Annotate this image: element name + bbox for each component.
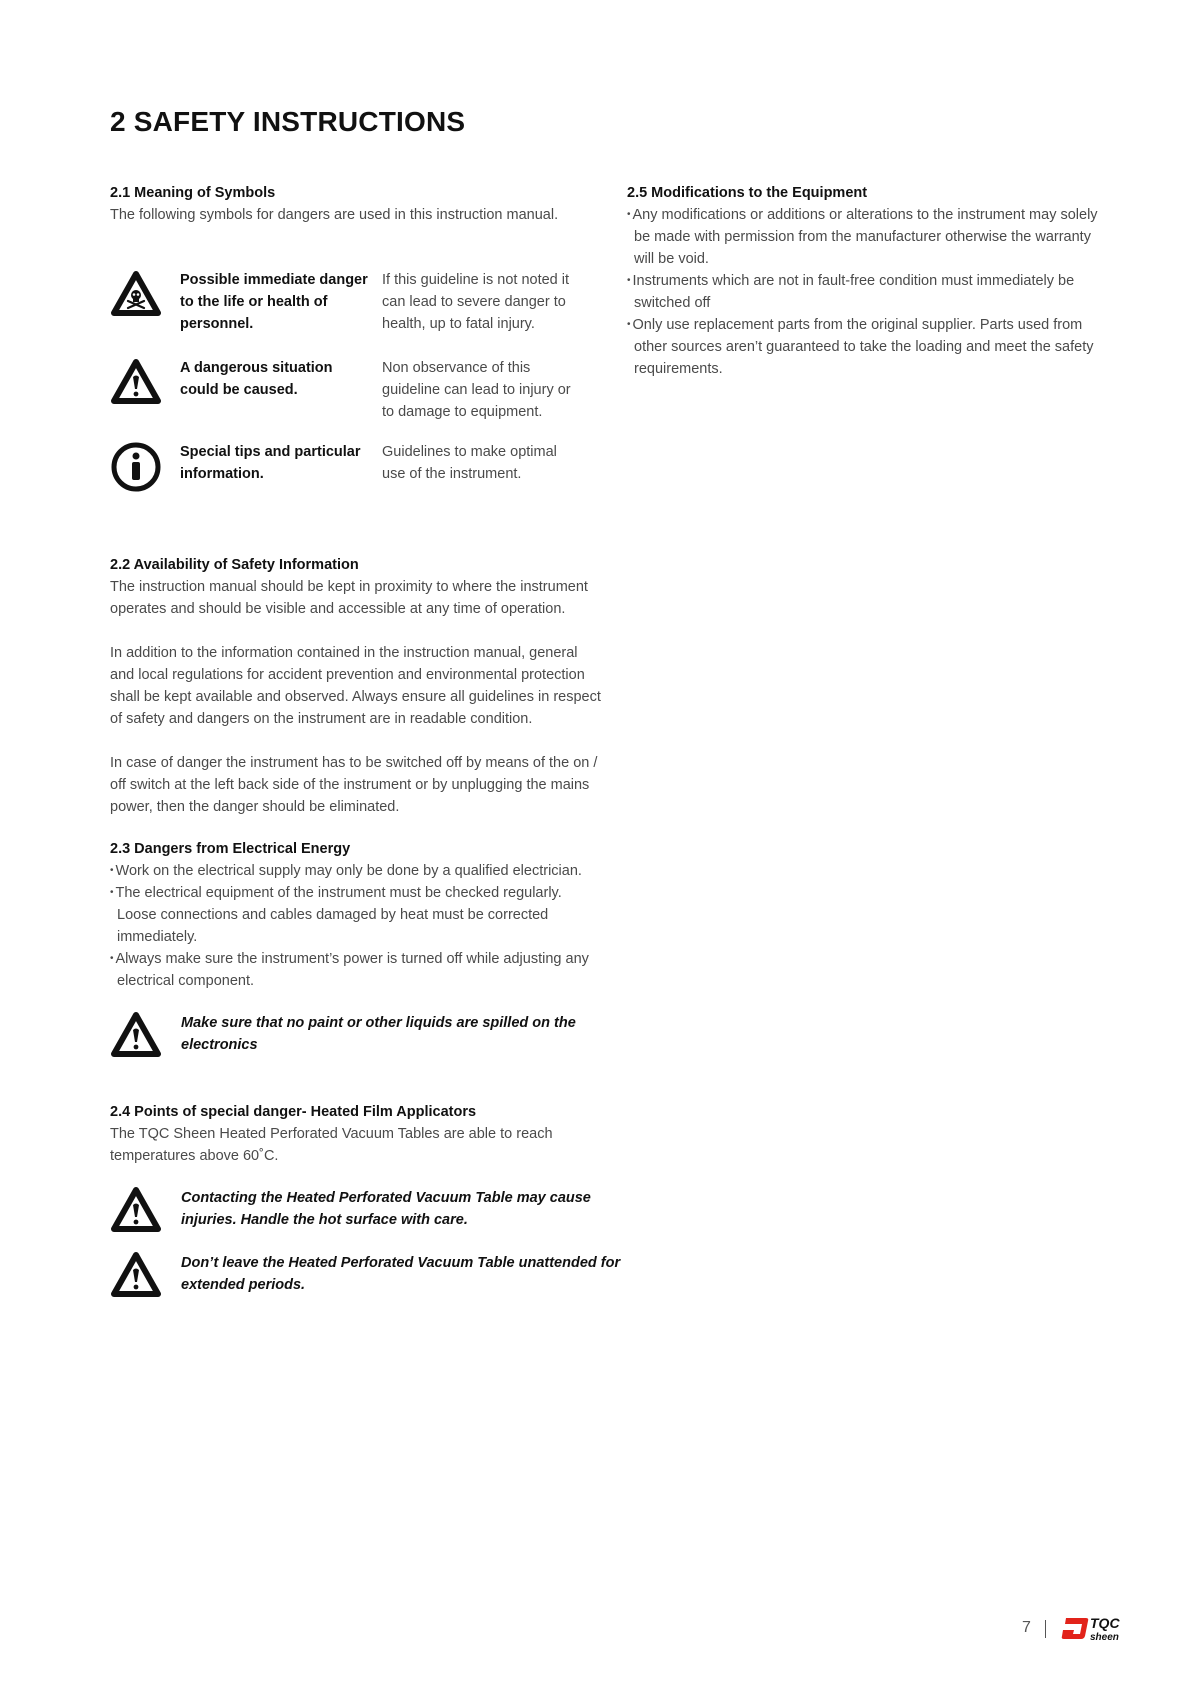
section-electrical-energy — [110, 838, 600, 992]
paragraph: The instruction manual should be kept in proximity to where the instrument operates and should be visible and accessible at any time of operation. — [110, 579, 588, 617]
warning-triangle-icon — [110, 357, 162, 409]
footer-divider — [1045, 1620, 1046, 1638]
bullet-item: • Always make sure the instrument’s power is turned off while adjusting any electrical component. — [110, 948, 600, 992]
page-number: 7 — [1022, 1619, 1031, 1636]
warning-text: Make sure that no paint or other liquids are spilled on the electronics — [181, 1015, 576, 1053]
info-icon — [110, 441, 162, 493]
symbol-label: A dangerous situation could be caused. — [180, 360, 333, 398]
page-title: 2 SAFETY INSTRUCTIONS — [110, 106, 466, 137]
section-heading: 2.2 Availability of Safety Information — [110, 557, 359, 573]
bullet-item: • Only use replacement parts from the original supplier. Parts used from other sources aren’t guaranteed to take the loading and meet the safety requirements. — [627, 314, 1107, 380]
svg-text:TQC: TQC — [1090, 1615, 1120, 1631]
skull-warning-icon — [110, 269, 162, 321]
paragraph: In addition to the information contained in the instruction manual, general and local regulations for accident prevention and environmental protection shall be kept available and observed. Always ensure all guidelines in respect of safety and dangers on the instrument are in readable condition. — [110, 645, 601, 727]
bullet-item: • Any modifications or additions or alterations to the instrument may solely be made with permission from the manufacturer otherwise the warranty will be void. — [627, 204, 1107, 270]
symbol-label: Possible immediate danger to the life or health of personnel. — [180, 272, 368, 332]
bullet-item: • Work on the electrical supply may only be done by a qualified electrician. — [110, 860, 600, 882]
bullet-item: • Instruments which are not in fault-free condition must immediately be switched off — [627, 270, 1107, 314]
paragraph: In case of danger the instrument has to be switched off by means of the on / off switch at the left back side of the instrument or by unplugging the mains power, then the danger should be eliminated. — [110, 755, 598, 815]
symbol-description: Guidelines to make optimal use of the instrument. — [382, 444, 557, 482]
section-modifications — [627, 182, 1107, 380]
bullet-item: • The electrical equipment of the instrument must be checked regularly. Loose connections and cables damaged by heat must be corrected immediately. — [110, 882, 600, 948]
symbol-description: Non observance of this guideline can lead to injury or to damage to equipment. — [382, 360, 571, 420]
symbol-description: If this guideline is not noted it can lead to severe danger to health, up to fatal injury. — [382, 272, 570, 332]
tqc-sheen-logo — [1060, 1612, 1132, 1644]
warning-text: Don’t leave the Heated Perforated Vacuum Table unattended for extended periods. — [181, 1255, 621, 1293]
section-availability — [110, 554, 602, 818]
warning-triangle-icon — [110, 1250, 162, 1302]
section-heading: 2.4 Points of special danger- Heated Film Applicators — [110, 1104, 477, 1120]
section-heading: 2.3 Dangers from Electrical Energy — [110, 841, 351, 857]
section-heading: 2.1 Meaning of Symbols — [110, 185, 276, 201]
warning-triangle-icon — [110, 1185, 162, 1237]
section-meaning-of-symbols — [110, 182, 610, 226]
warning-text: Contacting the Heated Perforated Vacuum Table may cause injuries. Handle the hot surface with care. — [181, 1190, 591, 1228]
warning-triangle-icon — [110, 1010, 162, 1062]
paragraph: The TQC Sheen Heated Perforated Vacuum Tables are able to reach temperatures above 60˚C. — [110, 1126, 553, 1164]
section-special-danger — [110, 1101, 610, 1167]
svg-text:sheen: sheen — [1090, 1632, 1119, 1643]
symbol-label: Special tips and particular information. — [180, 444, 361, 482]
section-intro: The following symbols for dangers are used in this instruction manual. — [110, 207, 559, 223]
section-heading: 2.5 Modifications to the Equipment — [627, 185, 868, 201]
symbol-row-special-tips — [110, 441, 770, 507]
